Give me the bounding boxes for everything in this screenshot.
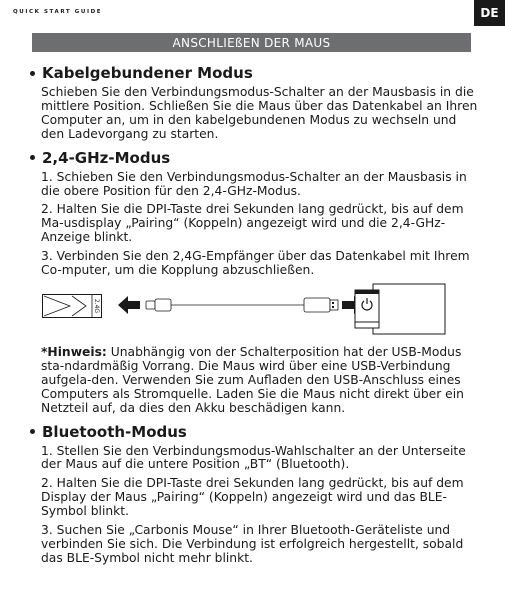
page-content (30, 64, 480, 571)
ghz-heading-text: 2,4-GHz-Modus (42, 148, 171, 167)
bullet-icon (30, 155, 35, 160)
section-title: ANSCHLIEßEN DER MAUS (32, 33, 471, 52)
receiver-label: 2.4G (93, 298, 100, 314)
receiver-icon (42, 294, 102, 318)
usb-cable-icon (144, 296, 340, 314)
ghz-step-1: 1. Schieben Sie den Verbindungsmodus-Schalter an der Mausbasis in die obere Position für den 2,4-GHz-Modus. (41, 169, 467, 198)
ghz-step-3: 3. Verbinden Sie den 2,4G-Empfänger über das Datenkabel mit Ihrem Co-mputer, um die Kopplung abzuschließen. (41, 249, 470, 278)
ghz-note (41, 346, 480, 416)
wired-paragraph: Schieben Sie den Verbindungsmodus-Schalter an der Mausbasis in die mittlere Position. Schließen Sie die Maus über das Datenkabel an Ihren Computer an, um in den kabelgebundenen Modus zu wechseln und den Ladevorgang zu starten. (41, 85, 478, 141)
bullet-icon (30, 429, 35, 434)
wired-heading (30, 64, 480, 82)
ghz-step-2: 2. Halten Sie die DPI-Taste drei Sekunden lang gedrückt, bis auf dem Ma-usdisplay „Pairing“ (Koppeln) angezeigt wird und die 2,4-GHz-Anzeige blinkt. (41, 202, 464, 245)
bluetooth-step-1: 1. Stellen Sie den Verbindungsmodus-Wahlschalter an der Unterseite der Maus auf die untere Position „BT“ (Bluetooth). (41, 443, 466, 472)
language-badge: DE (474, 0, 505, 26)
ghz-heading (30, 149, 480, 167)
connection-diagram (30, 283, 480, 339)
guide-label: QUICK START GUIDE (13, 9, 103, 15)
wired-heading-text: Kabelgebundener Modus (42, 64, 253, 82)
bluetooth-heading (30, 423, 480, 441)
bluetooth-step-2: 2. Halten Sie die DPI-Taste drei Sekunden lang gedrückt, bis auf dem Display der Maus „Pairing“ (Koppeln) angezeigt wird und das BLE-Symbol blinkt. (41, 476, 464, 519)
bluetooth-step-3: 3. Suchen Sie „Carbonis Mouse“ in Ihrer Bluetooth-Geräteliste und verbinden Sie sich. Die Verbindung ist erfolgreich hergestellt, sobald das BLE-Symbol nicht mehr blinkt. (41, 523, 464, 565)
bullet-icon (30, 71, 35, 76)
arrow-left-icon (118, 295, 140, 315)
bluetooth-heading-text: Bluetooth-Modus (42, 422, 187, 441)
monitor-icon (353, 282, 447, 336)
note-label: *Hinweis: (41, 344, 107, 359)
note-text: Unabhängig von der Schalterposition hat der USB-Modus sta-ndardmäßig Vorrang. Die Maus wird über eine USB-Verbindung aufgela-den. Verwenden Sie zum Aufladen den USB-Anschluss eines Computers als Stromquelle. Laden Sie die Maus nicht direkt über ein Netzteil auf, da dies den Akku beschädigen kann. (41, 344, 464, 415)
